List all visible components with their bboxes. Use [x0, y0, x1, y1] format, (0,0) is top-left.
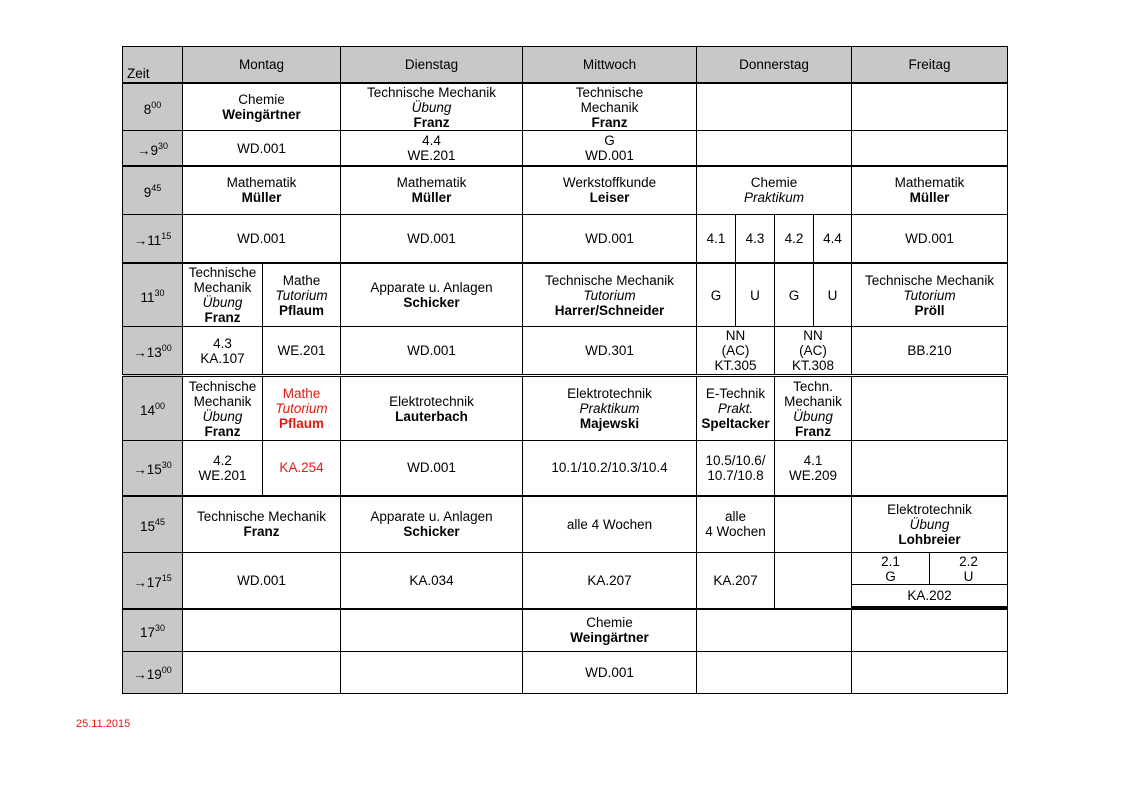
row-14-00: [123, 376, 1008, 440]
room-mo-4-a: 4.2 WE.201: [183, 440, 263, 495]
room-fr-6: [852, 651, 1008, 693]
room-mi-5: KA.207: [523, 553, 697, 609]
cell-di-1: Technische Mechanik Übung Franz: [341, 83, 523, 131]
row-11-15: [123, 214, 1008, 263]
time-end-5: $\to 17^{15}$: [123, 553, 183, 609]
room-mo-4-b: KA.254: [263, 440, 341, 495]
row-15-30: [123, 440, 1008, 495]
group-do-2-b: 4.3: [736, 214, 775, 263]
day-header-donnerstag: Donnerstag: [697, 47, 852, 83]
room-mo-5: WD.001: [183, 553, 341, 609]
group-do-2-c: 4.2: [775, 214, 814, 263]
room-mo-2: WD.001: [183, 214, 341, 263]
cell-mo-2: Mathematik Müller: [183, 166, 341, 214]
fr-room-5: KA.202: [852, 584, 1007, 607]
fr-group-2-2: 2.2 U: [930, 553, 1008, 584]
room-do-4-a: 10.5/10.6/ 10.7/10.8: [697, 440, 775, 495]
fr-groups-table: [852, 553, 1007, 608]
cell-fr-3: Technische Mechanik Tutorium Pröll: [852, 263, 1008, 326]
room-fr-5: [852, 553, 1008, 609]
time-start-2: $9^{45}$: [123, 166, 183, 214]
cell-mi-3: Technische Mechanik Tutorium Harrer/Schneider: [523, 263, 697, 326]
cell-di-6: [341, 609, 523, 651]
footer-date: 25.11.2015: [76, 718, 131, 730]
cell-mi-4: Elektrotechnik Praktikum Majewski: [523, 376, 697, 440]
room-di-1: 4.4 WE.201: [341, 131, 523, 166]
room-di-6: [341, 651, 523, 693]
kind-do-3-a: G: [697, 263, 736, 326]
time-end-3: $\to 13^{00}$: [123, 327, 183, 376]
row-13-00: [123, 327, 1008, 376]
row-9-30: [123, 131, 1008, 166]
cell-mo-3-a: Technische Mechanik Übung Franz: [183, 263, 263, 326]
time-end-2: $\to 11^{15}$: [123, 214, 183, 263]
time-end-4: $\to 15^{30}$: [123, 440, 183, 495]
cell-di-3: Apparate u. Anlagen Schicker: [341, 263, 523, 326]
room-mo-6: [183, 651, 341, 693]
day-header-freitag: Freitag: [852, 47, 1008, 83]
row-15-45: [123, 496, 1008, 553]
cell-mo-4-a: Technische Mechanik Übung Franz: [183, 376, 263, 440]
room-do-3-a: NN (AC) KT.305: [697, 327, 775, 376]
group-do-2-a: 4.1: [697, 214, 736, 263]
cell-di-4: Elektrotechnik Lauterbach: [341, 376, 523, 440]
kind-do-3-c: G: [775, 263, 814, 326]
cell-do-5-b: [775, 496, 852, 553]
cell-mo-1: Chemie Weingärtner: [183, 83, 341, 131]
cell-di-2: Mathematik Müller: [341, 166, 523, 214]
cell-mo-6: [183, 609, 341, 651]
room-do-4-b: 4.1 WE.209: [775, 440, 852, 495]
room-di-4: WD.001: [341, 440, 523, 495]
time-start-5: $15^{45}$: [123, 496, 183, 553]
time-start-6: $17^{30}$: [123, 609, 183, 651]
cell-do-4-a: E-Technik Prakt. Speltacker: [697, 376, 775, 440]
room-fr-3: BB.210: [852, 327, 1008, 376]
cell-fr-6: [852, 609, 1008, 651]
day-header-mittwoch: Mittwoch: [523, 47, 697, 83]
room-mo-3-a: 4.3 KA.107: [183, 327, 263, 376]
room-mo-3-b: WE.201: [263, 327, 341, 376]
time-start-1: $8^{00}$: [123, 83, 183, 131]
room-mo-1: WD.001: [183, 131, 341, 166]
row-17-15: [123, 553, 1008, 609]
header-row: [123, 47, 1008, 83]
group-do-2-d: 4.4: [814, 214, 852, 263]
day-header-montag: Montag: [183, 47, 341, 83]
room-fr-1: [852, 131, 1008, 166]
cell-do-2: Chemie Praktikum: [697, 166, 852, 214]
row-11-30: [123, 263, 1008, 326]
room-di-5: KA.034: [341, 553, 523, 609]
room-mi-3: WD.301: [523, 327, 697, 376]
zeit-header: Zeit: [123, 47, 183, 83]
cell-mi-6: Chemie Weingärtner: [523, 609, 697, 651]
room-mi-4: 10.1/10.2/10.3/10.4: [523, 440, 697, 495]
cell-do-6: [697, 609, 852, 651]
cell-do-5-a: alle 4 Wochen: [697, 496, 775, 553]
day-header-dienstag: Dienstag: [341, 47, 523, 83]
cell-mo-5: Technische Mechanik Franz: [183, 496, 341, 553]
kind-do-3-b: U: [736, 263, 775, 326]
timetable: [122, 46, 1008, 694]
kind-do-3-d: U: [814, 263, 852, 326]
cell-fr-1: [852, 83, 1008, 131]
cell-mo-3-b: Mathe Tutorium Pflaum: [263, 263, 341, 326]
cell-fr-5: Elektrotechnik Übung Lohbreier: [852, 496, 1008, 553]
cell-fr-2: Mathematik Müller: [852, 166, 1008, 214]
room-di-3: WD.001: [341, 327, 523, 376]
cell-do-4-b: Techn. Mechanik Übung Franz: [775, 376, 852, 440]
time-end-6: $\to 19^{00}$: [123, 651, 183, 693]
row-8-00: [123, 83, 1008, 131]
cell-mi-5: alle 4 Wochen: [523, 496, 697, 553]
row-19-00: [123, 651, 1008, 693]
cell-mi-2: Werkstoffkunde Leiser: [523, 166, 697, 214]
cell-mi-1: Technische Mechanik Franz: [523, 83, 697, 131]
cell-mo-4-b: Mathe Tutorium Pflaum: [263, 376, 341, 440]
time-end-1: $\to 9^{30}$: [123, 131, 183, 166]
room-fr-4: [852, 440, 1008, 495]
room-do-5-a: KA.207: [697, 553, 775, 609]
room-mi-1: G WD.001: [523, 131, 697, 166]
room-do-3-b: NN (AC) KT.308: [775, 327, 852, 376]
cell-do-1: [697, 83, 852, 131]
fr-group-2-1: 2.1 G: [852, 553, 930, 584]
room-do-6: [697, 651, 852, 693]
cell-fr-4: [852, 376, 1008, 440]
room-mi-2: WD.001: [523, 214, 697, 263]
room-di-2: WD.001: [341, 214, 523, 263]
time-start-4: $14^{00}$: [123, 376, 183, 440]
room-do-5-b: [775, 553, 852, 609]
time-start-3: $11^{30}$: [123, 263, 183, 326]
room-do-1: [697, 131, 852, 166]
cell-di-5: Apparate u. Anlagen Schicker: [341, 496, 523, 553]
row-9-45: [123, 166, 1008, 214]
row-17-30: [123, 609, 1008, 651]
room-fr-2: WD.001: [852, 214, 1008, 263]
room-mi-6: WD.001: [523, 651, 697, 693]
